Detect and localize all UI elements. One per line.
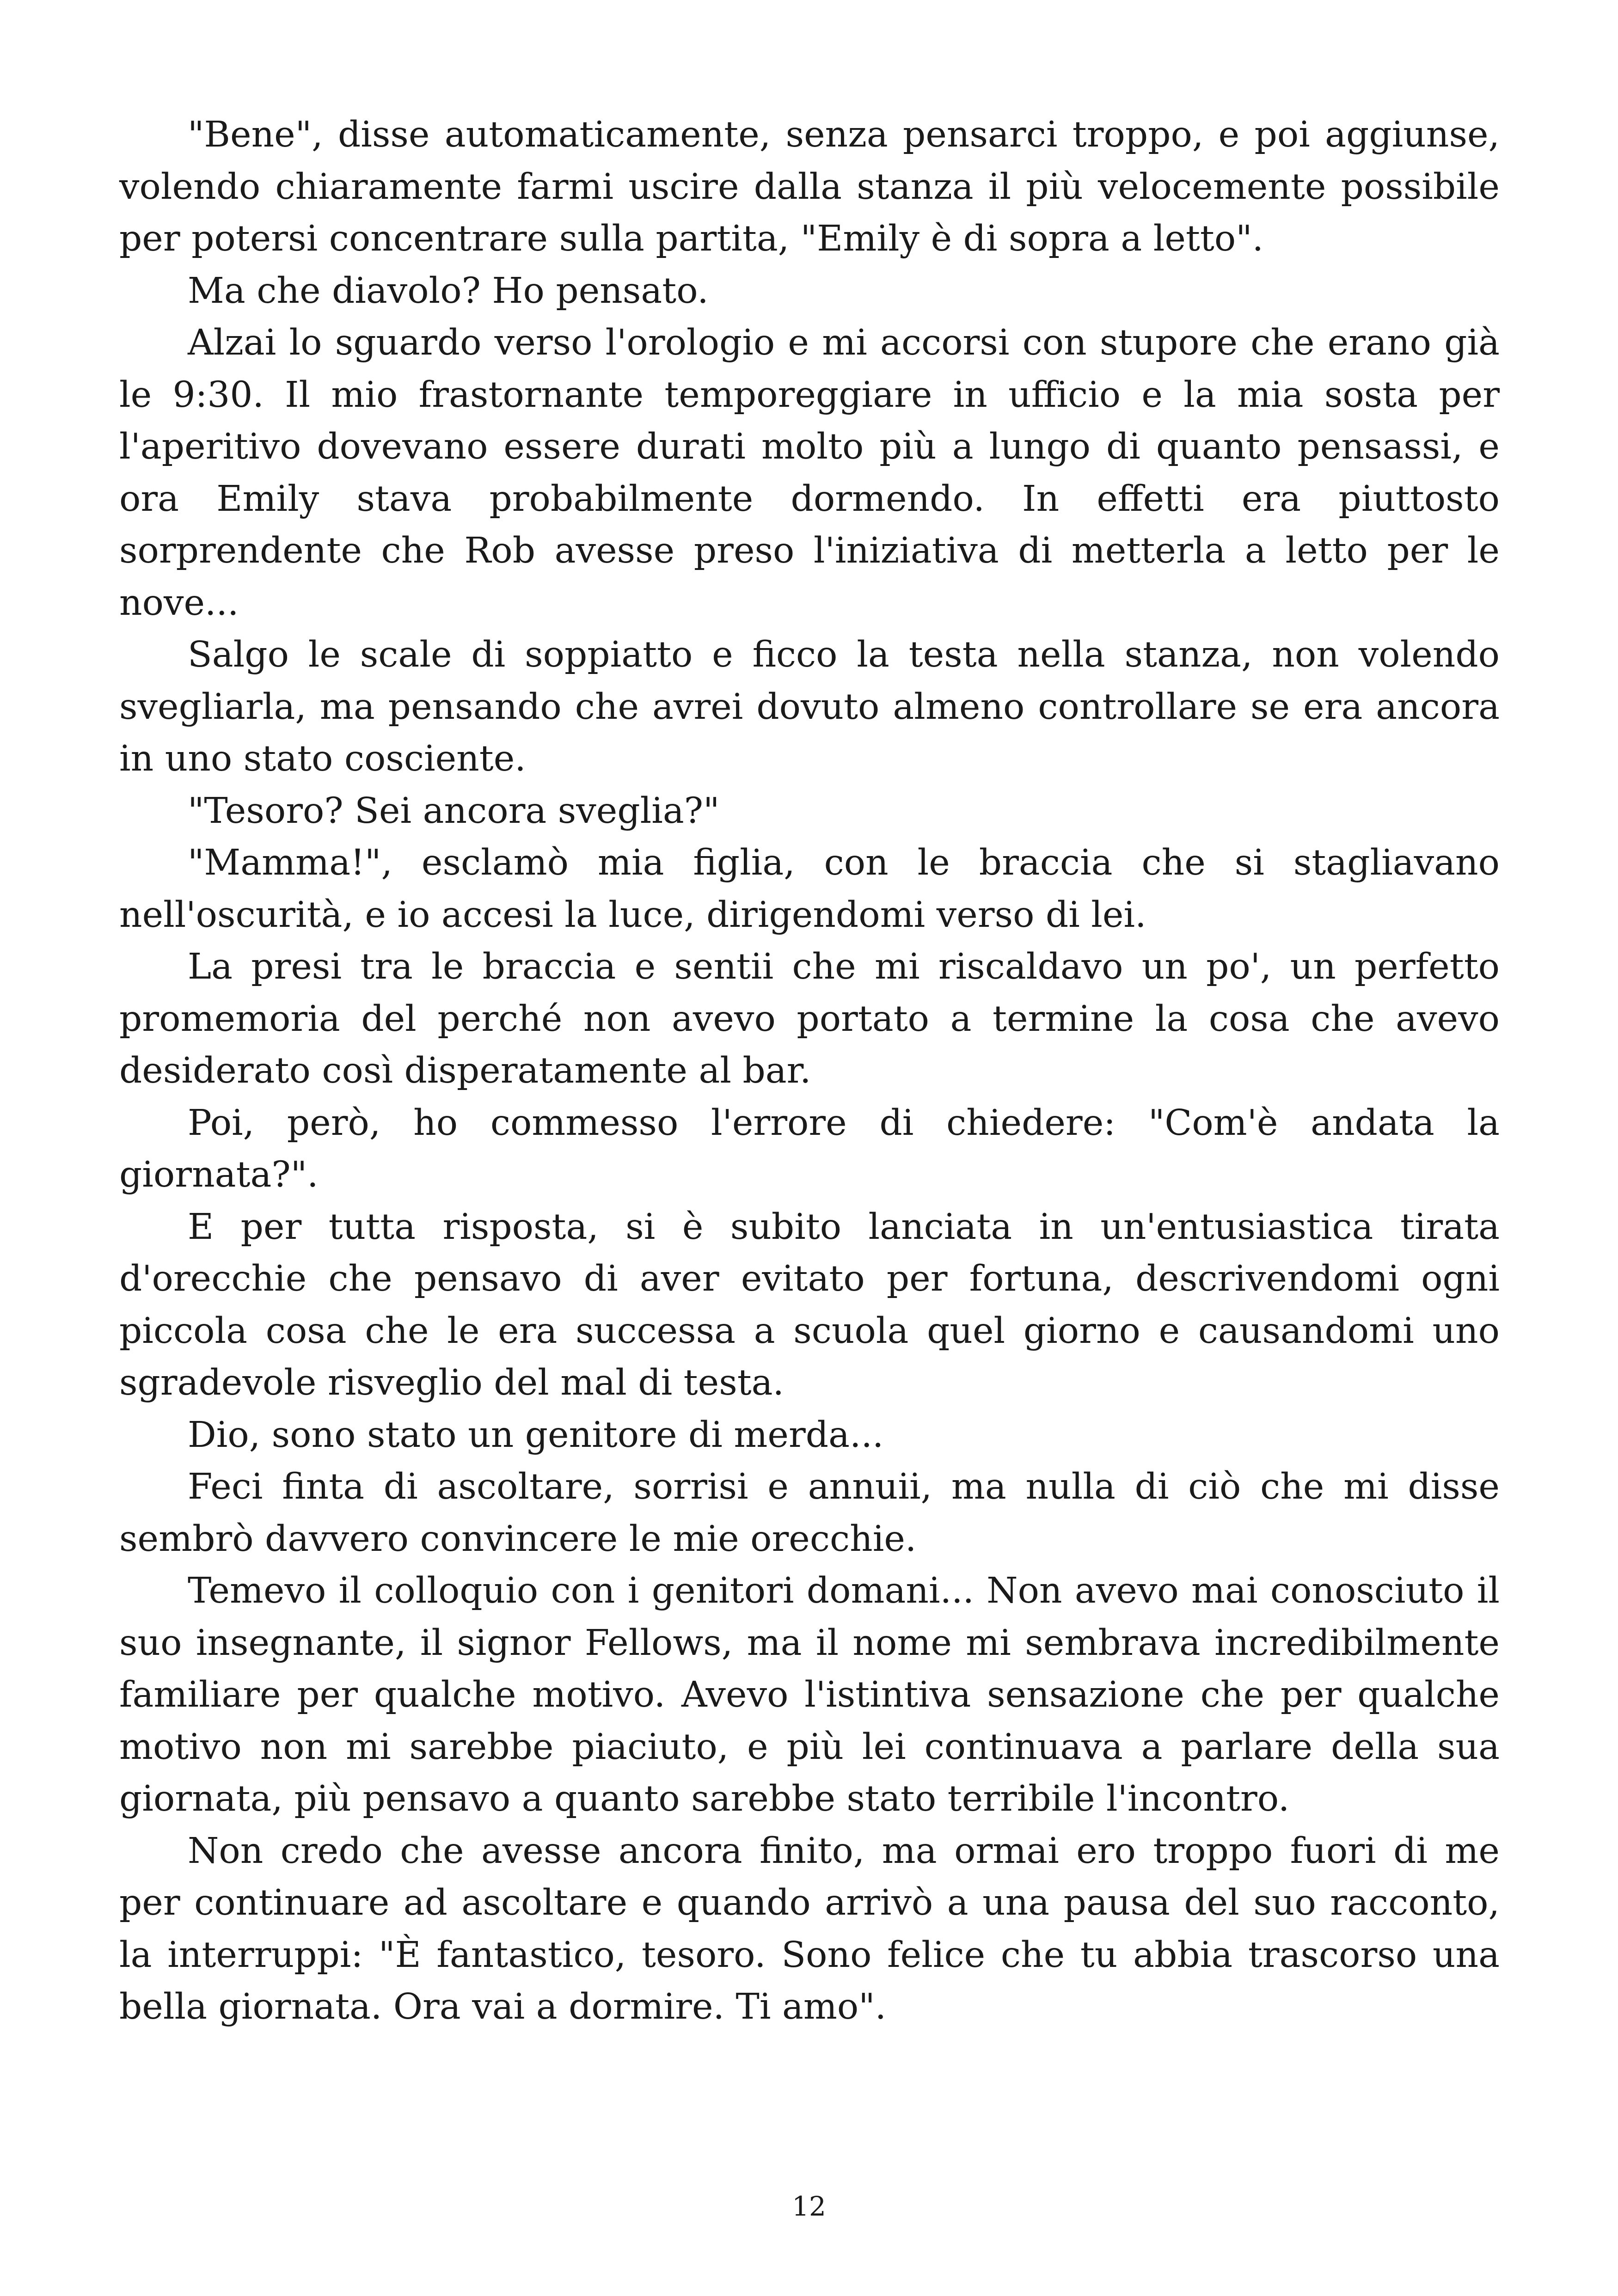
paragraph: Dio, sono stato un genitore di merda... — [188, 1414, 884, 1456]
body-text — [119, 109, 1500, 2033]
paragraph: Ma che diavolo? Ho pensato. — [188, 270, 709, 312]
page-number: 12 — [792, 2191, 826, 2222]
paragraph: "Bene", disse automaticamente, senza pensarci troppo, e poi aggiunse, volendo chiaramente farmi uscire dalla stanza il più velocemente possibile per potersi concentrare sulla partita, "Emily è di sopra a letto". — [119, 114, 1500, 259]
paragraph: E per tutta risposta, si è subito lanciata in un'entusiastica tirata d'orecchie che pensavo di aver evitato per fortuna, descrivendomi ogni piccola cosa che le era successa a scuola quel giorno e causandomi uno sgradevole risveglio del mal di testa. — [119, 1206, 1500, 1403]
paragraph: Alzai lo sguardo verso l'orologio e mi accorsi con stupore che erano già le 9:30. Il mio frastornante temporeggiare in ufficio e la mia sosta per l'aperitivo dovevano essere durati molto più a lungo di quanto pensassi, e ora Emily stava probabilmente dormendo. In effetti era piuttosto sorprendente che Rob avesse preso l'iniziativa di metterla a letto per le nove... — [119, 322, 1500, 624]
paragraph: "Mamma!", esclamò mia figlia, con le braccia che si stagliavano nell'oscurità, e io accesi la luce, dirigendomi verso di lei. — [119, 842, 1500, 936]
paragraph: Poi, però, ho commesso l'errore di chiedere: "Com'è andata la giornata?". — [119, 1102, 1500, 1195]
paragraph: La presi tra le braccia e sentii che mi riscaldavo un po', un perfetto promemoria del perché non avevo portato a termine la cosa che avevo desiderato così disperatamente al bar. — [119, 946, 1500, 1091]
paragraph: Salgo le scale di soppiatto e ficco la testa nella stanza, non volendo svegliarla, ma pensando che avrei dovuto almeno controllare se era ancora in uno stato cosciente. — [119, 634, 1500, 779]
paragraph: "Tesoro? Sei ancora sveglia?" — [188, 790, 720, 832]
paragraph: Temevo il colloquio con i genitori domani... Non avevo mai conosciuto il suo insegnante, il signor Fellows, ma il nome mi sembrava incredibilmente familiare per qualche motivo. Avevo l'istintiva sensazione che per qualche motivo non mi sarebbe piaciuto, e più lei continuava a parlare della sua giornata, più pensavo a quanto sarebbe stato terribile l'incontro. — [119, 1570, 1500, 1819]
paragraph: Feci finta di ascoltare, sorrisi e annuii, ma nulla di ciò che mi disse sembrò davvero convincere le mie orecchie. — [119, 1466, 1500, 1560]
paragraph: Non credo che avesse ancora finito, ma ormai ero troppo fuori di me per continuare ad ascoltare e quando arrivò a una pausa del suo racconto, la interruppi: "È fantastico, tesoro. Sono felice che tu abbia trascorso una bella giornata. Ora vai a dormire. Ti amo". — [119, 1830, 1500, 2027]
